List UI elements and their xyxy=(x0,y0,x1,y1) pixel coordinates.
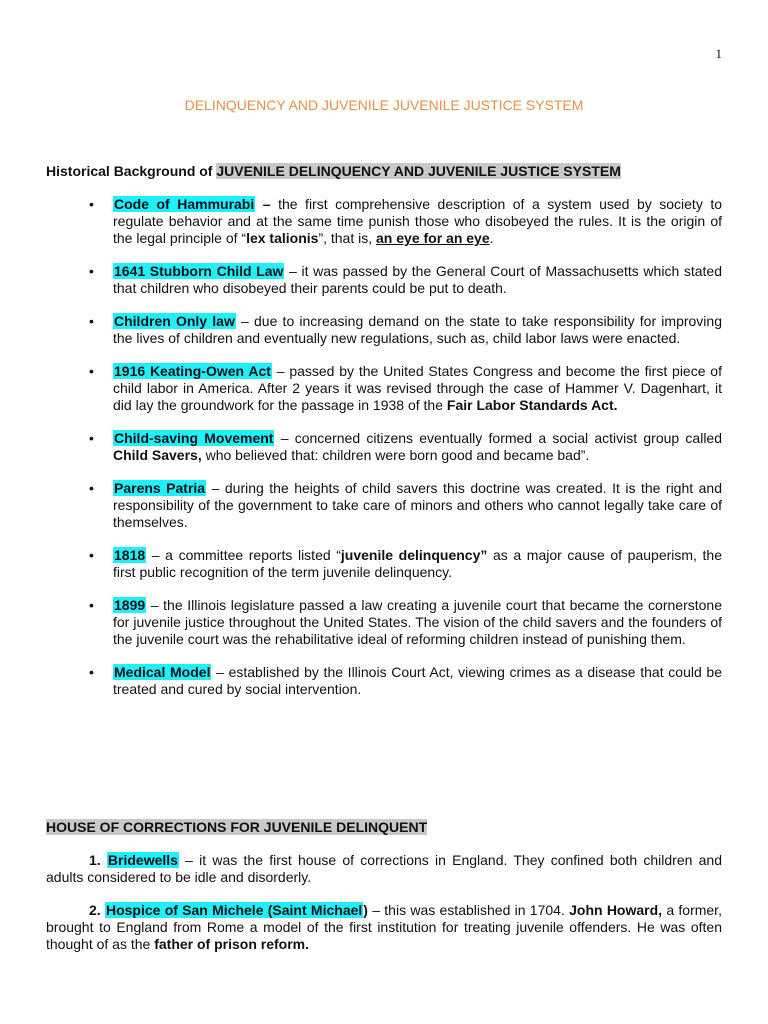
list-item xyxy=(89,547,723,581)
historical-background-list xyxy=(89,196,723,714)
bold-name: John Howard, xyxy=(569,902,663,918)
description-cont: who believed that: children were born good and became bad”. xyxy=(201,447,590,463)
document-title: DELINQUENCY AND JUVENILE JUVENILE JUSTICE SYSTEM xyxy=(184,97,584,113)
list-item xyxy=(89,363,722,414)
list-item xyxy=(89,430,723,464)
bullet-icon: • xyxy=(89,313,94,329)
list-item xyxy=(46,852,722,886)
bold-phrase: father of prison reform. xyxy=(154,936,309,952)
description: – passed by the United States Congress and become the first piece of child labor in America. After 2 years it was revised through the case of Hammer V. Dagenhart, it did lay the groundwork for the passage in 1938 of the xyxy=(113,363,722,413)
description-end: . xyxy=(489,230,494,246)
description: the first comprehensive description of a system used by society to regulate behavior and at the same time punish those who disobeyed the rules. It is the origin of the legal principle of “ xyxy=(113,196,723,246)
house-of-corrections-list xyxy=(46,852,722,969)
description: – concerned citizens eventually formed a social activist group called xyxy=(274,430,723,446)
term: 1818 xyxy=(114,547,146,563)
bold-term: Fair Labor Standards Act. xyxy=(446,397,618,413)
description-cont: as a major cause of pauperism, the first public recognition of the term juvenile delinquency. xyxy=(113,547,723,580)
list-item xyxy=(89,196,723,247)
term: Code of Hammurabi xyxy=(114,196,255,212)
description-cont: a former, brought to England from Rome a model of the first institution for treating juvenile offenders. He was often thought of as the xyxy=(46,902,722,952)
bold-term: lex talionis xyxy=(246,230,319,246)
list-item xyxy=(89,664,722,698)
bold-term: juvenile delinquency” xyxy=(340,547,488,563)
page-number: 1 xyxy=(715,46,722,61)
term: Parens Patria xyxy=(114,480,206,496)
section-heading-house-of-corrections xyxy=(46,819,427,835)
bullet-icon: • xyxy=(89,363,94,379)
description: – a committee reports listed “ xyxy=(146,547,341,563)
term-close: ) xyxy=(363,902,368,918)
term: Medical Model xyxy=(114,664,211,680)
bullet-icon: • xyxy=(89,196,94,212)
description: – the Illinois legislature passed a law creating a juvenile court that became the cornerstone for juvenile justice throughout the United States. The vision of the child savers and the founders of the juvenile court was the rehabilitative ideal of reforming children instead of punishing them. xyxy=(113,597,722,647)
bullet-icon: • xyxy=(89,480,94,496)
bullet-icon: • xyxy=(89,664,94,680)
term: Bridewells xyxy=(107,852,178,868)
heading-highlight: JUVENILE DELINQUENCY AND JUVENILE JUSTICE SYSTEM xyxy=(216,163,621,179)
list-item xyxy=(46,902,722,953)
bullet-icon: • xyxy=(89,597,94,613)
description: – this was established in 1704. xyxy=(367,902,570,918)
term: 1916 Keating-Owen Act xyxy=(114,363,271,379)
bullet-icon: • xyxy=(89,430,94,446)
heading-prefix: Historical Background of xyxy=(46,163,217,179)
term: 1899 xyxy=(114,597,146,613)
term: Children Only law xyxy=(114,313,235,329)
term: Child-saving Movement xyxy=(114,430,274,446)
description: – during the heights of child savers this doctrine was created. It is the right and responsibility of the government to take care of minors and others who cannot legally take care of themselves. xyxy=(113,480,722,530)
description-cont: ”, that is, xyxy=(318,230,377,246)
bullet-icon: • xyxy=(89,263,94,279)
underlined-phrase: an eye for an eye xyxy=(376,230,490,246)
description: – established by the Illinois Court Act, viewing crimes as a disease that could be treated and cured by social intervention. xyxy=(113,664,722,697)
list-item xyxy=(89,597,722,648)
bold-term: Child Savers, xyxy=(113,447,202,463)
term: Hospice of San Michele (Saint Michael xyxy=(105,902,363,918)
section-heading-historical-background xyxy=(46,163,621,179)
list-item xyxy=(89,263,722,297)
term: 1641 Stubborn Child Law xyxy=(114,263,284,279)
item-number: 1. xyxy=(89,852,107,868)
description: – it was the first house of corrections in England. They confined both children and adults considered to be idle and disorderly. xyxy=(46,852,722,885)
description: – it was passed by the General Court of Massachusetts which stated that children who disobeyed their parents could be put to death. xyxy=(113,263,722,296)
description: – due to increasing demand on the state to take responsibility for improving the lives of children and eventually new regulations, such as, child labor laws were enacted. xyxy=(113,313,722,346)
list-item xyxy=(89,313,722,347)
heading-text: HOUSE OF CORRECTIONS FOR JUVENILE DELINQUENT xyxy=(46,819,428,835)
list-item xyxy=(89,480,722,531)
item-number: 2. xyxy=(89,902,105,918)
dash: – xyxy=(255,196,279,212)
bullet-icon: • xyxy=(89,547,94,563)
